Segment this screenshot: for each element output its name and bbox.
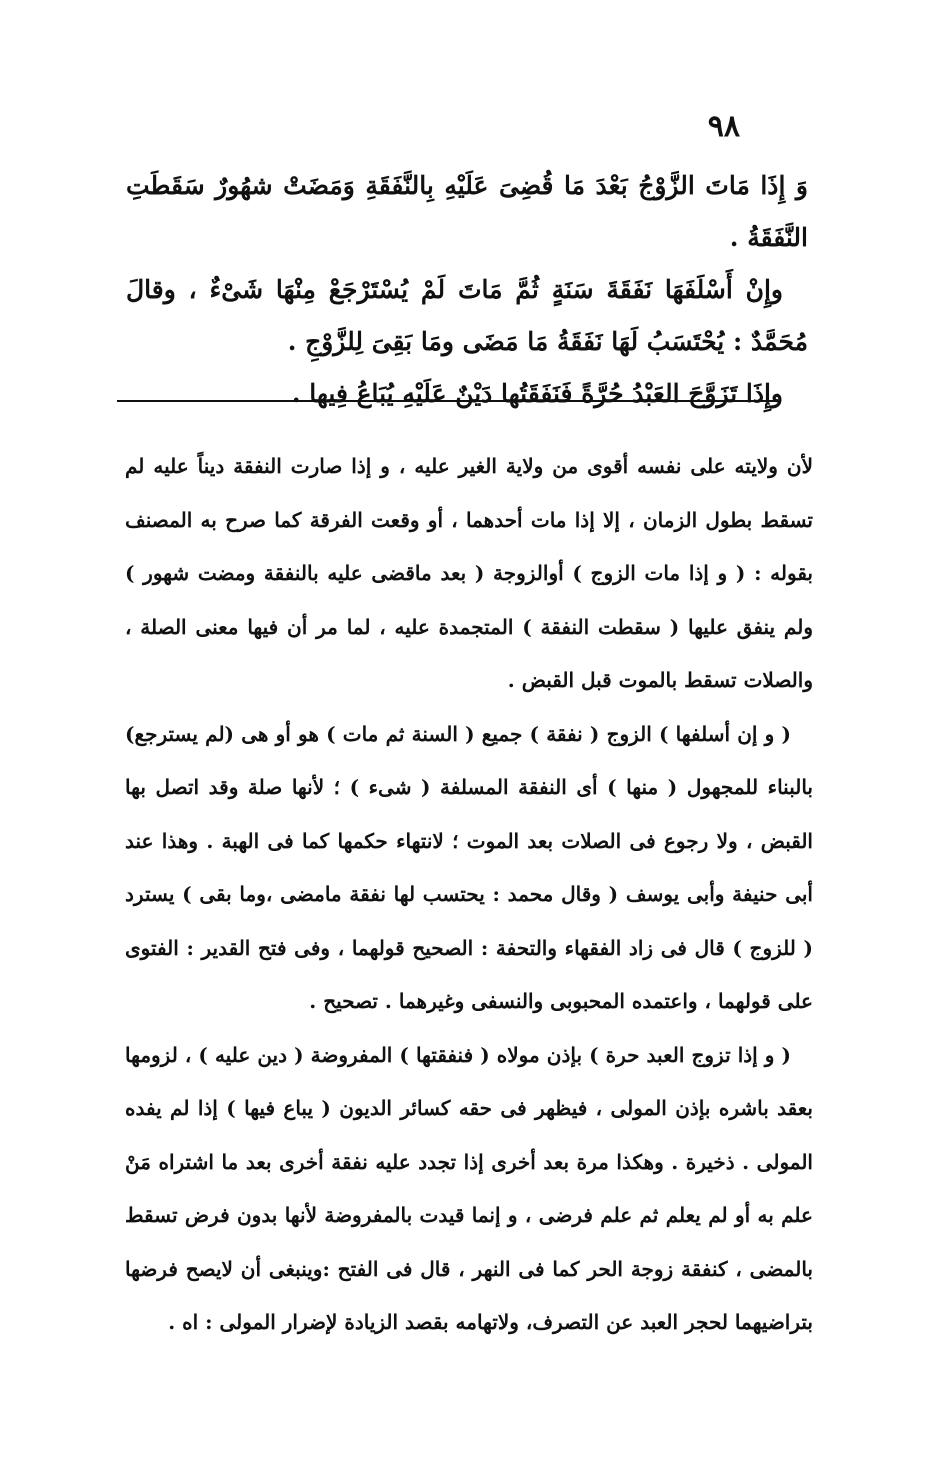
section-divider: [117, 400, 777, 402]
main-text-paragraph: وإِذَا تَزَوَّجَ العَبْدُ حُرَّةً فَنَفَقَتُها دَيْنٌ عَلَيْهِ يُبَاعُ فِيها .: [291, 379, 783, 408]
commentary-paragraph: لأن ولايته على نفسه أقوى من ولاية الغير عليه ، و إذا صارت النفقة ديناً عليه لم تسقط بطول الزمان ، إلا إذا مات أحدهما ، أو وقعت الفرقة كما صرح به المصنف بقوله : ( و إذا مات الزوج ) أوالزوجة ( بعد ماقضى عليه بالنفقة ومضت شهور ) ولم ينفق عليها ( سقطت النفقة ) المتجمدة عليه ، لما مر أن فيها معنى الصلة ، والصلات تسقط بالموت قبل القبض .: [125, 454, 813, 692]
page-number: ٩٨: [707, 109, 740, 144]
main-text: [126, 160, 808, 420]
commentary-text: [125, 440, 813, 1350]
main-text-paragraph: وَ إِذَا مَاتَ الزَّوْجُ بَعْدَ مَا قُضِىَ عَلَيْهِ بِالنَّفَقَةِ وَمَضَتْ شهُورٌ سَقَطَتِ النَّفَقَةُ .: [126, 171, 808, 252]
main-text-paragraph: وإِنْ أَسْلَفَهَا نَفَقَةَ سَنَةٍ ثُمَّ مَاتَ لَمْ يُسْتَرْجَعْ مِنْهَا شَىْءٌ ، وقالَ مُحَمَّدٌ : يُحْتَسَبُ لَهَا نَفَقَةُ مَا مَضَى ومَا بَقِىَ لِلزَّوْجِ .: [126, 275, 808, 356]
commentary-paragraph: ( و إذا تزوج العبد حرة ) بإذن مولاه ( فنفقتها ) المفروضة ( دين عليه ) ، لزومها بعقد باشره بإذن المولى ، فيظهر فى حقه كسائر الديون ( يباع فيها ) إذا لم يفده المولى . ذخيرة . وهكذا مرة بعد أخرى إذا تجدد عليه نفقة أخرى بعد ما اشتراه مَنْ علم به أو لم يعلم ثم علم فرضى ، و إنما قيدت بالمفروضة لأنها بدون فرض تسقط بالمضى ، كنفقة زوجة الحر كما فى النهر ، قال فى الفتح :وينبغى أن لايصح فرضها بتراضيهما لحجر العبد عن التصرف، ولاتهامه بقصد الزيادة لإضرار المولى : اه .: [125, 1042, 813, 1334]
commentary-paragraph: ( و إن أسلفها ) الزوج ( نفقة ) جميع ( السنة ثم مات ) هو أو هى (لم يسترجع) بالبناء للمجهول ( منها ) أى النفقة المسلفة ( شىء ) ؛ لأنها صلة وقد اتصل بها القبض ، ولا رجوع فى الصلات بعد الموت ؛ لانتهاء حكمها كما فى الهبة . وهذا عند أبى حنيفة وأبى يوسف ( وقال محمد : يحتسب لها نفقة مامضى ،وما بقى ) يسترد ( للزوج ) قال فى زاد الفقهاء والتحفة : الصحيح قولهما ، وفى فتح القدير : الفتوى على قولهما ، واعتمده المحبوبى والنسفى وغيرهما . تصحيح .: [125, 721, 813, 1013]
